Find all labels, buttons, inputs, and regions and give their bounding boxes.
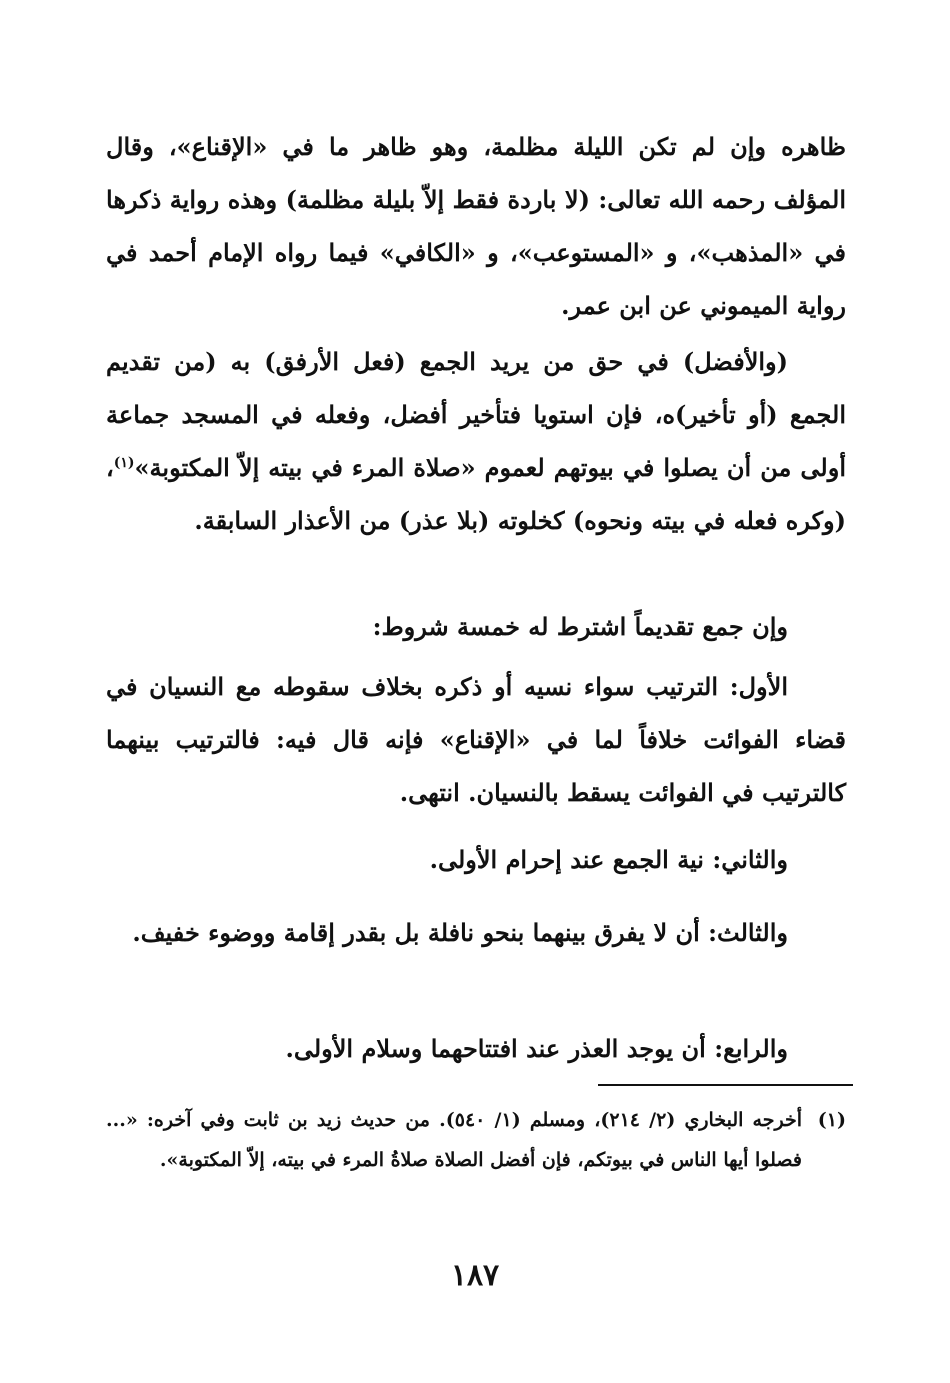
paragraph-2 bbox=[106, 335, 846, 547]
footnote-reference: (١) bbox=[113, 455, 135, 471]
footnote-text: أخرجه البخاري (٢/ ٢١٤)، ومسلم (١/ ٥٤٠). من حديث زيد بن ثابت وفي آخره: «... فصلوا أيها الناس في بيوتكم، فإن أفضل الصلاة صلاةُ المرء في بيته، إلاّ المكتوبة». bbox=[106, 1109, 802, 1171]
paragraph-7: والرابع: أن يوجد العذر عند افتتاحهما وسلام الأولى. bbox=[285, 1034, 788, 1063]
paragraph-5: والثاني: نية الجمع عند إحرام الأولى. bbox=[429, 845, 788, 874]
footnote bbox=[106, 1100, 846, 1180]
paragraph-2-text-after-note: ، (وكره فعله في بيته ونحوه) كخلوته (بلا عذر) من الأعذار السابقة. bbox=[106, 453, 846, 535]
paragraph-2-text-before-note: (والأفضل) في حق من يريد الجمع (فعل الأرفق) به (من تقديم الجمع (أو تأخير)ه، فإن استويا فتأخير أفضل، وفعله في المسجد جماعة أولى من أن يصلوا في بيوتهم لعموم «صلاة المرء في بيته إلاّ المكتوبة» bbox=[106, 347, 846, 482]
footnote-marker: (١) bbox=[817, 1109, 846, 1131]
paragraph-4: الأول: الترتيب سواء نسيه أو ذكره بخلاف سقوطه مع النسيان في قضاء الفوائت خلافاً لما في «الإقناع» فإنه قال فيه: فالترتيب بينهما كالترتيب في الفوائت يسقط بالنسيان. انتهى. bbox=[106, 672, 846, 807]
footnote-divider bbox=[598, 1084, 853, 1086]
paragraph-6: والثالث: أن لا يفرق بينهما بنحو نافلة بل بقدر إقامة ووضوء خفيف. bbox=[132, 918, 788, 947]
paragraph-1: ظاهره وإن لم تكن الليلة مظلمة، وهو ظاهر ما في «الإقناع»، وقال المؤلف رحمه الله تعالى: (لا باردة فقط إلاّ بليلة مظلمة) وهذه رواية ذكرها في «المذهب»، و «المستوعب»، و «الكافي» فيما رواه الإمام أحمد في رواية الميموني عن ابن عمر. bbox=[106, 132, 846, 320]
paragraph-3: وإن جمع تقديماً اشترط له خمسة شروط: bbox=[372, 612, 788, 641]
page-number: ١٨٧ bbox=[450, 1258, 500, 1293]
